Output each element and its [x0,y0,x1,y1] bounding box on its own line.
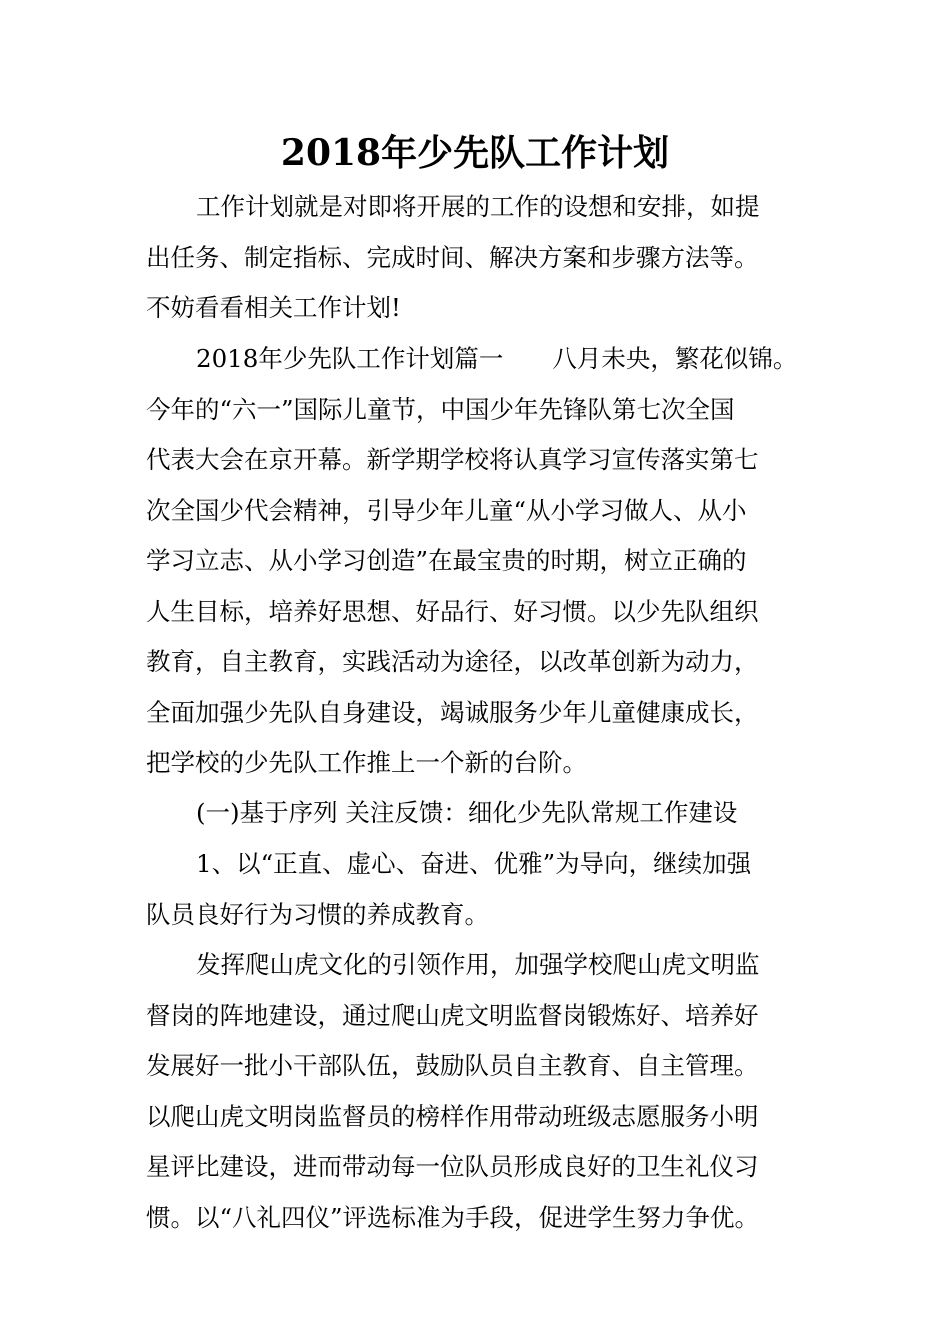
document-title: 2018年少先队工作计划 [280,132,670,174]
text-line: 督岗的阵地建设，通过爬山虎文明监督岗锻炼好、培养好 [146,1000,759,1030]
text-line: 教育，自主教育，实践活动为途径，以改革创新为动力， [146,647,759,676]
text-line: 不妨看看相关工作计划! [146,293,401,322]
text-line: 人生目标，培养好思想、好品行、好习惯。以少先队组织 [146,596,759,626]
text-line: 学习立志、从小学习创造”在最宝贵的时期，树立正确的 [146,546,747,575]
text-line: 出任务、制定指标、完成时间、解决方案和步骤方法等。 [146,242,759,272]
paragraph-intro [146,182,816,334]
text-line: (一)基于序列 关注反馈：细化少先队常规工作建设 [196,798,738,827]
paragraph-heading-one [146,788,816,839]
text-line: 工作计划就是对即将开展的工作的设想和安排，如提 [196,192,760,221]
text-line: 发展好一批小干部队伍，鼓励队员自主教育、自主管理。 [146,1051,759,1080]
paragraph-item-one [146,839,816,940]
paragraph-section-one [146,334,816,789]
text-line: 星评比建设，进而带动每一位队员形成良好的卫生礼仪习 [146,1152,759,1181]
text-line: 代表大会在京开幕。新学期学校将认真学习宣传落实第七 [146,445,759,474]
text-line: 1、以“正直、虚心、奋进、优雅”为导向，继续加强 [196,849,752,878]
text-line: 今年的“六一”国际儿童节，中国少年先锋队第七次全国 [146,394,735,424]
text-line: 把学校的少先队工作推上一个新的台阶。 [146,748,587,777]
text-line: 次全国少代会精神，引导少年儿童“从小学习做人、从小 [146,495,747,525]
text-line: 发挥爬山虎文化的引领作用，加强学校爬山虎文明监 [196,950,760,979]
text-line: 全面加强少先队自身建设，竭诚服务少年儿童健康成长， [146,697,759,727]
text-line: 以爬山虎文明岗监督员的榜样作用带动班级志愿服务小明 [146,1101,759,1131]
text-line: 队员良好行为习惯的养成教育。 [146,899,489,929]
text-line: 惯。以“八礼四仪”评选标准为手段，促进学生努力争优。 [146,1202,760,1232]
text-line: 2018年少先队工作计划篇一 八月未央，繁花似锦。 [196,344,798,373]
paragraph-body [146,940,816,1243]
